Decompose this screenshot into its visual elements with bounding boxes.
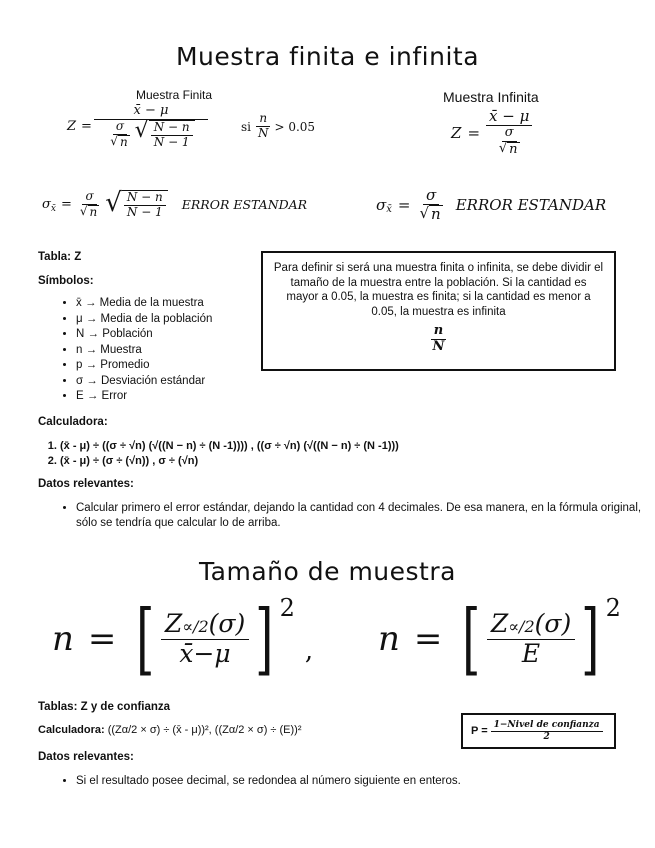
- list-item: 1. (x̄ - μ) ÷ ((σ ÷ √n) (√((N − n) ÷ (N -1)))) , ((σ ÷ √n) (√((N − n) ÷ (N -1))): [60, 439, 655, 454]
- tabla-z-label: Tabla: Z: [38, 251, 82, 263]
- list-item: • n → Muestra: [76, 343, 306, 359]
- info-box-text: Para definir si será una muestra finita o infinita, se debe dividir el tamaño de la muestra entre la población. Si la cantidad es mayor a 0.05, la muestra es finita; si la cantidad es menor a 0.05, la muestra es infinita: [273, 262, 604, 318]
- infinite-z-formula: Z = x̄ − μ σ √ n: [451, 108, 532, 158]
- datos-relevantes-heading-2: Datos relevantes:: [38, 751, 134, 763]
- finite-standard-error: σ x̄ = σ √ n √ $\frac{N - n}{N - 1}$ ERROR ESTANDAR: [42, 188, 308, 219]
- list-item: • N → Población: [76, 327, 306, 343]
- list-item: • Si el resultado posee decimal, se redondea al número siguiente en enteros.: [76, 774, 655, 790]
- list-item: • μ → Media de la población: [76, 312, 306, 328]
- calculadora-2-formula: ((Zα/2 × σ) ÷ (x̄ - μ))², ((Zα/2 × σ) ÷ (E))²: [107, 724, 302, 736]
- title-sample-size: Tamaño de muestra: [199, 557, 456, 586]
- sample-size-formula-1: n = [ $\frac{Z\propto/2(\sigma)}{x̄-\mu}$ ] 2 ,: [52, 594, 314, 684]
- n-over-n-fraction: $\frac{n}{N}$: [432, 323, 445, 354]
- list-item: • E → Error: [76, 389, 306, 405]
- infinite-sample-label: Muestra Infinita: [443, 89, 539, 105]
- list-item: • Calcular primero el error estándar, dejando la cantidad con 4 decimales. De esa manera, en la fórmula original, sólo se tendría que calcular lo de arriba.: [76, 501, 655, 530]
- infinite-standard-error: σ x̄ = σ √ n ERROR ESTANDAR: [376, 186, 607, 224]
- tablas-confianza-label: Tablas: Z y de confianza: [38, 701, 171, 713]
- finite-sample-label: Muestra Finita: [136, 88, 213, 102]
- calculadora-list: [0, 439, 655, 468]
- sample-size-formula-2: n = [ $\frac{Z\propto/2(\sigma)}{E}$ ] 2: [378, 594, 621, 684]
- simbolos-heading: Símbolos:: [38, 275, 94, 287]
- p-formula-box: P = $\frac{\text{1−Nivel de confianza}}{2}$: [461, 713, 616, 749]
- datos-list-2: [38, 774, 655, 790]
- datos-list-1: [38, 501, 655, 530]
- list-item: • p → Promedio: [76, 358, 306, 374]
- list-item: • σ → Desviación estándar: [76, 374, 306, 390]
- info-box: [261, 251, 616, 371]
- list-item: 2. (x̄ - μ) ÷ (σ ÷ (√n)) , σ ÷ (√n): [60, 454, 655, 469]
- list-item: • x̄ → Media de la muestra: [76, 296, 306, 312]
- datos-relevantes-heading: Datos relevantes:: [38, 478, 134, 490]
- finite-z-formula: Z = x̄ − μ σ √ n √ $\frac{N - n}{N - 1}$ si $\frac{n}{N}$ > 0.05: [67, 103, 316, 149]
- title-finite-infinite: Muestra finita e infinita: [175, 42, 480, 71]
- calculadora-heading: Calculadora:: [38, 416, 108, 428]
- calculadora-2: Calculadora: ((Zα/2 × σ) ÷ (x̄ - μ))², ((Zα/2 × σ) ÷ (E))²: [38, 724, 302, 736]
